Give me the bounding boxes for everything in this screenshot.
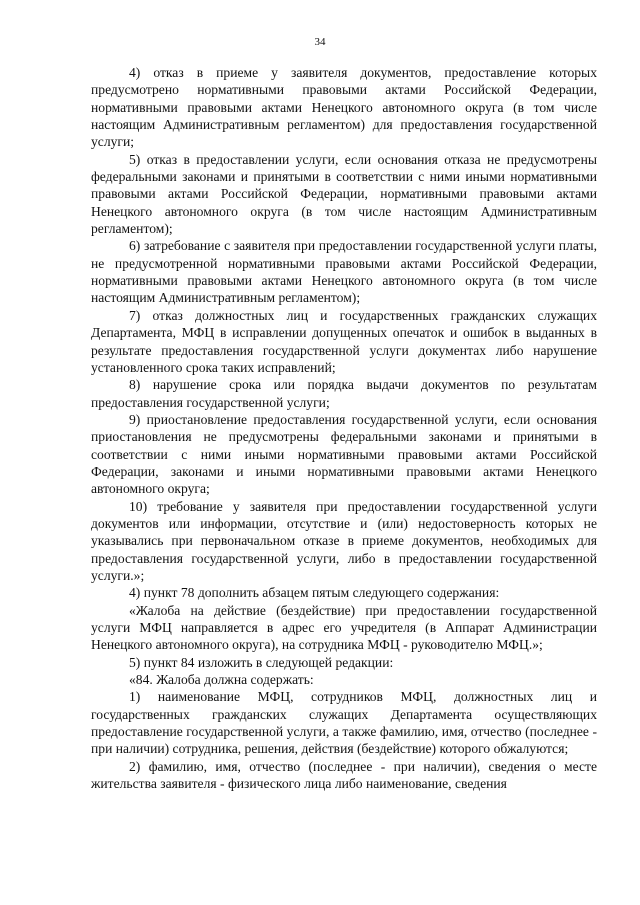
paragraph-complaint-mfc: «Жалоба на действие (бездействие) при предоставлении государственной услуги МФЦ направляется в адрес его учредителя (в Аппарат Администрации Ненецкого автономного округа), на сотрудника МФЦ - руководителю МФЦ.»; xyxy=(91,602,597,653)
paragraph-item-8-issuance-violation: 8) нарушение срока или порядка выдачи документов по результатам предоставления государственной услуги; xyxy=(91,377,597,410)
paragraph-item-10-document-demand: 10) требование у заявителя при предоставлении государственной услуги документов или информации, отсутствие и (или) недостоверность которых не указывались при первоначальном отказе в приеме документов, необходимых для предоставления государственной услуги, либо в предоставлении государственной услуги.»; xyxy=(91,498,597,583)
paragraph-point-84-heading: «84. Жалоба должна содержать: xyxy=(129,672,314,688)
paragraph-item-9-suspension: 9) приостановление предоставления государственной услуги, если основания приостановления не предусмотрены федеральными законами и принятыми в соответствии с ними иными нормативными правовыми актами Российской Федерации, законами и иными нормативными правовыми актами Ненецкого автономного округа; xyxy=(91,411,597,497)
paragraph-item-7-error-correction: 7) отказ должностных лиц и государственных гражданских служащих Департамента, МФЦ в исправлении допущенных опечаток и ошибок в выданных в результате предоставления государственной услуги документах либо нарушение установленного срока таких исправлений; xyxy=(91,307,597,375)
paragraph-item-6-fee-demand: 6) затребование с заявителя при предоставлении государственной услуги платы, не предусмотренной нормативными правовыми актами Российской Федерации, нормативными правовыми актами Ненецкого автономного округа (в том числе настоящим Административным регламентом); xyxy=(91,238,597,306)
paragraph-complaint-item-1: 1) наименование МФЦ, сотрудников МФЦ, должностных лиц и государственных гражданских служащих Департамента осуществляющих предоставление государственной услуги, а также фамилию, имя, отчество (последнее - при наличии) сотрудника, решения, действия (бездействие) которого обжалуются; xyxy=(91,689,597,757)
document-body xyxy=(91,64,597,792)
page-number: 34 xyxy=(314,36,326,48)
paragraph-item-5-refusal-service: 5) отказ в предоставлении услуги, если основания отказа не предусмотрены федеральными законами и принятыми в соответствии с ними иными нормативными правовыми актами Российской Федерации, нормативными правовыми актами Ненецкого автономного округа (в том числе настоящим Административным регламентом); xyxy=(91,151,597,237)
paragraph-complaint-item-2: 2) фамилию, имя, отчество (последнее - при наличии), сведения о месте жительства заявителя - физического лица либо наименование, сведения xyxy=(91,758,597,792)
paragraph-amendment-point-84: 5) пункт 84 изложить в следующей редакции: xyxy=(129,654,394,670)
paragraph-amendment-point-78: 4) пункт 78 дополнить абзацем пятым следующего содержания: xyxy=(129,585,500,601)
paragraph-item-4-refusal-documents: 4) отказ в приеме у заявителя документов, предоставление которых предусмотрено нормативными правовыми актами Российской Федерации, нормативными правовыми актами Ненецкого автономного округа (в том числе настоящим Административным регламентом) для предоставления государственной услуги; xyxy=(91,65,597,150)
